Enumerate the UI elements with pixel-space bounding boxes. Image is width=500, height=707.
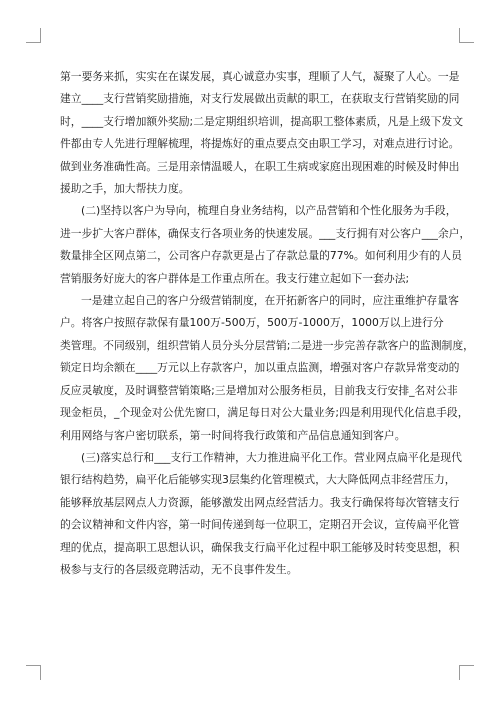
text-line: (三)落实总行和___支行工作精神，大力推进扁平化工作。营业网点扁平化是现代 [81,450,462,464]
page-corner-mark-top-right [459,28,474,43]
page-corner-mark-bottom-right [459,665,474,680]
text-line: 能够释放基层网点人力资源，能够激发出网点经营活力。我支行确保将每次管辖支行 [60,495,460,509]
page-corner-mark-bottom-left [26,665,41,680]
text-line: 的会议精神和文件内容，第一时间传递到每一位职工，定期召开会议，宣传扁平化管 [60,518,460,532]
text-line: 极参与支行的各层级竞聘活动，无不良事件发生。 [60,562,298,576]
text-line: 理的优点，提高职工思想认识，确保我支行扁平化过程中职工能够及时转变思想，积 [60,540,460,554]
text-line: 营销服务好庞大的客户群体是工作重点所在。我支行建立起如下一套办法; [60,271,410,285]
text-line: 利用网络与客户密切联系，第一时间将我行政策和产品信息通知到客户。 [60,428,406,442]
text-line: 一是建立起自己的客户分级营销制度，在开拓新客户的同时，应注重维护存量客 [81,294,459,308]
text-line: 时，____支行增加额外奖励;二是定期组织培训，提高职工整体素质，凡是上级下发文 [60,114,464,128]
text-line: 援助之手，加大帮扶力度。 [60,182,190,196]
paragraph-3 [60,290,474,447]
text-line: 进一步扩大客户群体，确保支行各项业务的快速发展。___支行拥有对公客户___余户， [60,226,471,240]
text-line: 锁定日均余额在____万元以上存款客户，加以重点监测，增强对客户存款异常变动的 [60,361,460,375]
paragraph-2 [60,200,471,290]
text-line: 类管理。不同级别，组织营销人员分头分层营销;二是进一步完善存款客户的监测制度， [60,338,474,352]
text-line: 件都由专人先进行理解梳理，将提炼好的重点要点交由职工学习，对难点进行讨论。 [60,137,460,151]
text-line: 反应灵敏度，及时调整营销策略;三是增加对公服务柜员，目前我支行安排_名对公非 [60,383,458,397]
paragraph-4 [60,447,462,581]
text-line: (二)坚持以客户为导向，梳理自身业务结构，以产品营销和个性化服务为手段， [81,204,457,218]
text-line: 现金柜员，_个现金对公优先窗口，满足每日对公大量业务;四是利用现代化信息手段， [60,406,469,420]
text-line: 银行结构趋势，扁平化后能够实现3层集约化管理模式，大大降低网点非经营压力， [60,473,456,487]
text-line: 建立____支行营销奖励措施，对支行发展做出贡献的职工，在获取支行营销奖励的同 [60,92,460,106]
text-line: 做到业务准确性高。三是用亲情温暖人，在职工生病或家庭出现困难的时候及时伸出 [60,159,460,173]
text-line: 第一要务来抓，实实在在谋发展，真心诚意办实事，理顺了人气，凝聚了人心。一是 [60,70,460,83]
text-line: 户。将客户按照存款保有量100万-500万，500万-1000万，1000万以上进行分 [60,316,444,330]
paragraph-1 [60,66,464,200]
document-body [60,66,474,581]
text-line: 数量排全区网点第二，公司客户存款更是占了存款总量的77%。如何利用少有的人员 [60,249,462,263]
page-corner-mark-top-left [26,28,41,43]
